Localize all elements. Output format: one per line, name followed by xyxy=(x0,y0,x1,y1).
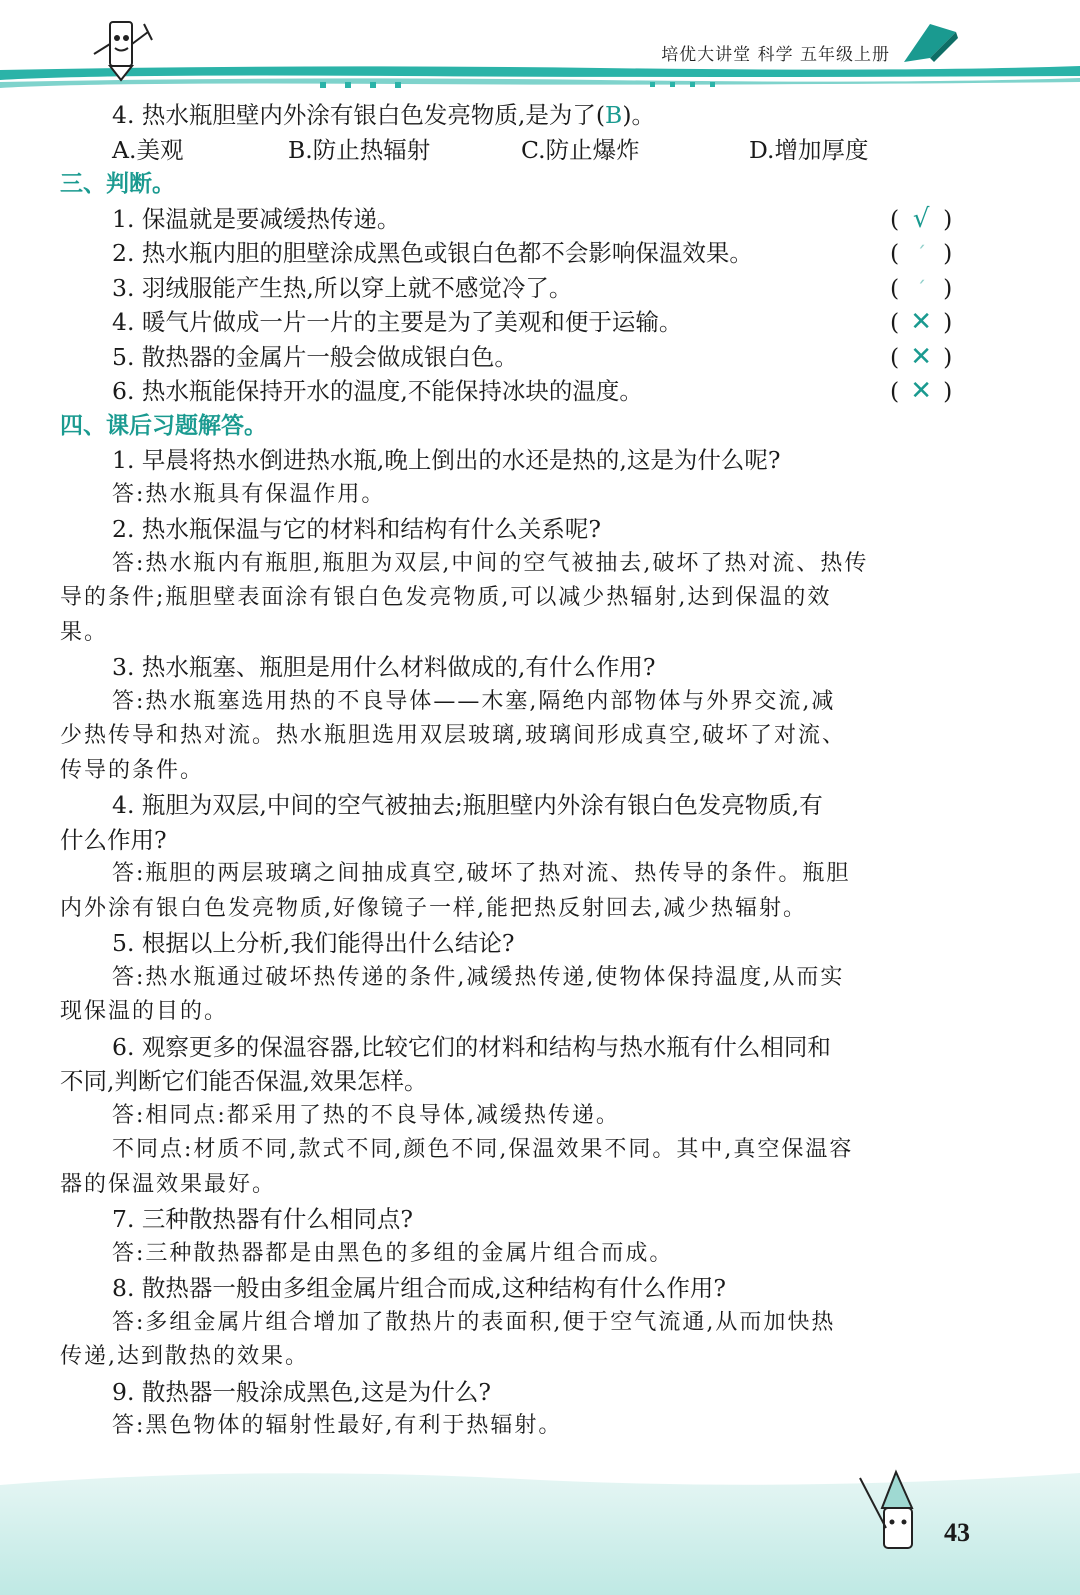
option-a: A.美观 xyxy=(112,135,184,164)
answer: 答:热水瓶内有瓶胆,瓶胆为双层,中间的空气被抽去,破坏了热对流、热传 xyxy=(112,550,869,576)
answer: 答:三种散热器都是由黑色的多组的金属片组合而成。 xyxy=(112,1240,674,1266)
faint-mark: ˊ xyxy=(916,242,927,266)
answer: 导的条件;瓶胆壁表面涂有银白色发亮物质,可以减少热辐射,达到保温的效 xyxy=(60,585,832,610)
question-4: 4. 热水瓶胆壁内外涂有银白色发亮物质,是为了(B)。 xyxy=(112,101,655,129)
judge-item: 6. 热水瓶能保持开水的温度,不能保持冰块的温度。 ( ✕ ) xyxy=(60,374,970,409)
answer: 答:相同点:都采用了热的不良导体,减缓热传递。 xyxy=(112,1102,620,1128)
answer-choice: B xyxy=(605,101,623,129)
section-4-title: 四、课后习题解答。 xyxy=(60,412,267,439)
judge-item: 4. 暖气片做成一片一片的主要是为了美观和便于运输。 ( ✕ ) xyxy=(60,305,970,340)
question: 9. 散热器一般涂成黑色,这是为什么? xyxy=(112,1377,491,1406)
judge-item: 2. 热水瓶内胆的胆壁涂成黑色或银白色都不会影响保温效果。 ( ˊ ) xyxy=(60,236,970,271)
wizard-mascot-icon xyxy=(858,1468,938,1558)
page-number: 43 xyxy=(944,1518,970,1547)
options-row xyxy=(60,133,970,168)
book-logo-icon xyxy=(900,18,960,68)
option-c: C.防止爆炸 xyxy=(521,135,640,164)
question: 2. 热水瓶保温与它的材料和结构有什么关系呢? xyxy=(112,515,601,543)
section-3-title: 三、判断。 xyxy=(60,171,175,197)
cross-mark: ✕ xyxy=(910,341,933,372)
question: 1. 早晨将热水倒进热水瓶,晚上倒出的水还是热的,这是为什么呢? xyxy=(112,446,781,474)
question: 7. 三种散热器有什么相同点? xyxy=(112,1205,413,1233)
answer: 少热传导和热对流。热水瓶胆选用双层玻璃,玻璃间形成真空,破坏了对流、 xyxy=(60,723,846,748)
judge-item: 5. 散热器的金属片一般会做成银白色。 ( ✕ ) xyxy=(60,340,970,375)
answer: 答:瓶胆的两层玻璃之间抽成真空,破坏了热对流、热传导的条件。瓶胆 xyxy=(112,861,851,886)
question: 不同,判断它们能否保温,效果怎样。 xyxy=(60,1067,428,1095)
faint-mark: ˊ xyxy=(916,276,927,301)
judge-item: 1. 保温就是要减缓热传递。 ( √ ) xyxy=(60,202,970,237)
answer: 答:热水瓶塞选用热的不良导体——木塞,隔绝内部物体与外界交流,减 xyxy=(112,688,836,714)
check-mark: √ xyxy=(912,203,930,234)
answer: 传导的条件。 xyxy=(60,757,205,783)
question: 4. 瓶胆为双层,中间的空气被抽去;瓶胆壁内外涂有银白色发亮物质,有 xyxy=(112,791,823,819)
answer: 答:多组金属片组合增加了散热片的表面积,便于空气流通,从而加快热 xyxy=(112,1309,836,1335)
question: 5. 根据以上分析,我们能得出什么结论? xyxy=(112,929,515,957)
question: 3. 热水瓶塞、瓶胆是用什么材料做成的,有什么作用? xyxy=(112,653,656,681)
answer: 果。 xyxy=(60,619,109,645)
answer: 答:黑色物体的辐射性最好,有利于热辐射。 xyxy=(112,1413,563,1438)
answer: 现保温的目的。 xyxy=(60,999,229,1024)
question: 6. 观察更多的保温容器,比较它们的材料和结构与热水瓶有什么相同和 xyxy=(112,1032,831,1061)
cross-mark: ✕ xyxy=(910,376,933,406)
question: 8. 散热器一般由多组金属片组合而成,这种结构有什么作用? xyxy=(112,1274,726,1302)
option-b: B.防止热辐射 xyxy=(288,135,431,164)
pencil-mascot-icon xyxy=(88,14,158,86)
answer: 器的保温效果最好。 xyxy=(60,1171,277,1197)
answer: 内外涂有银白色发亮物质,好像镜子一样,能把热反射回去,减少热辐射。 xyxy=(60,895,807,921)
answer: 传递,达到散热的效果。 xyxy=(60,1344,309,1369)
page-content xyxy=(60,98,970,1444)
question: 什么作用? xyxy=(60,825,167,854)
answer: 不同点:材质不同,款式不同,颜色不同,保温效果不同。其中,真空保温容 xyxy=(112,1137,854,1162)
answer: 答:热水瓶具有保温作用。 xyxy=(112,481,386,507)
option-d: D.增加厚度 xyxy=(749,135,869,164)
cross-mark: ✕ xyxy=(910,307,933,337)
header-title: 培优大讲堂 科学 五年级上册 xyxy=(661,45,890,65)
judge-item: 3. 羽绒服能产生热,所以穿上就不感觉冷了。 ( ˊ ) xyxy=(60,271,970,306)
answer: 答:热水瓶通过破坏热传递的条件,减缓热传递,使物体保持温度,从而实 xyxy=(112,964,845,990)
